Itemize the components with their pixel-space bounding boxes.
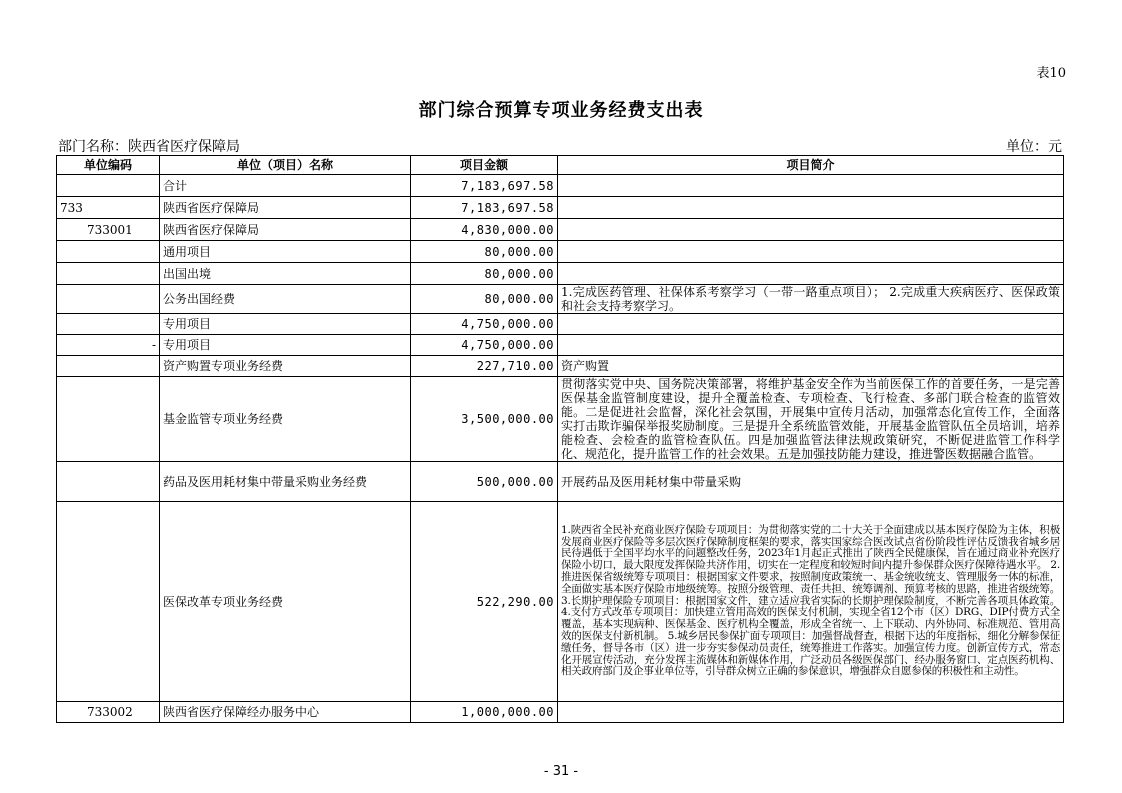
row-description: 1.完成医药管理、社保体系考察学习（一带一路重点项目）； 2.完成重大疾病医疗、医保政策和社会支持考察学习。 xyxy=(558,285,1064,314)
row-code xyxy=(57,263,160,285)
row-code: - xyxy=(57,335,160,356)
row-code xyxy=(57,175,160,197)
row-amount: 4,830,000.00 xyxy=(411,219,558,241)
row-amount: 3,500,000.00 xyxy=(411,377,558,462)
table-row xyxy=(57,285,1064,314)
table-row xyxy=(57,263,1064,285)
row-code: 733002 xyxy=(57,702,160,723)
row-code xyxy=(57,502,160,702)
row-description: 开展药品及医用耗材集中带量采购 xyxy=(558,462,1064,502)
row-amount: 500,000.00 xyxy=(411,462,558,502)
page-number: - 31 - xyxy=(543,764,579,779)
row-name: 药品及医用耗材集中带量采购业务经费 xyxy=(160,462,411,502)
unit-label: 单位：元 xyxy=(1006,139,1062,155)
row-description: 资产购置 xyxy=(558,356,1064,377)
row-description xyxy=(558,702,1064,723)
row-name: 通用项目 xyxy=(160,241,411,263)
row-description: 1.陕西省全民补充商业医疗保险专项项目：为贯彻落实党的二十大关于全面建成以基本医疗保险为主体，积极发展商业医疗保险等多层次医疗保障制度框架的要求，落实国家综合医改试点省份阶段性评估反馈我省城乡居民待遇低于全国平均水平的问题整改任务，2023年1月起正式推出了陕西全民健康保，旨在通过商业补充医疗保险小切口，最大限度发挥保险共济作用，切实在一定程度和较短时间内提升参保群众医疗保障待遇水平。 2.推进医保省级统筹专项项目：根据国家文件要求，按照制度政策统一、基金统收统支、管理服务一体的标准，全面做实基本医疗保险市地级统筹。按照分级管理、责任共担、统筹调剂、预算考核的思路，推进省级统筹。 3.长期护理保险专项项目：根据国家文件，建立适应我省实际的长期护理保险制度，不断完善各项具体政策。 4.支付方式改革专项项目：加快建立管用高效的医保支付机制，实现全省12个市（区）DRG、DIP付费方式全覆盖，基本实现病种、医保基金、医疗机构全覆盖，形成全省统一、上下联动、内外协同、标准规范、管用高效的医保支付新机制。 5.城乡居民参保扩面专项项目：加强督战督查，根据下达的年度指标，细化分解参保征缴任务，督导各市（区）进一步夯实参保动员责任，统筹推进工作落实。加强宣传力度。创新宣传方式，常态化开展宣传活动，充分发挥主流媒体和新媒体作用，广泛动员各级医保部门、经办服务窗口、定点医药机构、相关政府部门及企事业单位等，引导群众树立正确的参保意识，增强群众自愿参保的积极性和主动性。 xyxy=(558,502,1064,702)
column-header-amount: 项目金额 xyxy=(411,156,558,175)
row-amount: 80,000.00 xyxy=(411,241,558,263)
row-code xyxy=(57,314,160,335)
row-name: 专用项目 xyxy=(160,335,411,356)
table-row xyxy=(57,702,1064,723)
row-name: 陕西省医疗保障经办服务中心 xyxy=(160,702,411,723)
table-header-row xyxy=(57,156,1064,175)
row-name: 陕西省医疗保障局 xyxy=(160,197,411,219)
row-code xyxy=(57,356,160,377)
row-code xyxy=(57,462,160,502)
table-row xyxy=(57,377,1064,462)
row-description xyxy=(558,263,1064,285)
row-description xyxy=(558,219,1064,241)
row-amount: 522,290.00 xyxy=(411,502,558,702)
row-code: 733 xyxy=(57,197,160,219)
column-header-code: 单位编码 xyxy=(57,156,160,175)
row-code xyxy=(57,377,160,462)
table-row xyxy=(57,197,1064,219)
table-number: 表10 xyxy=(1036,66,1066,81)
row-name: 专用项目 xyxy=(160,314,411,335)
row-name: 出国出境 xyxy=(160,263,411,285)
row-name: 公务出国经费 xyxy=(160,285,411,314)
row-amount: 4,750,000.00 xyxy=(411,335,558,356)
column-header-description: 项目简介 xyxy=(558,156,1064,175)
row-amount: 80,000.00 xyxy=(411,285,558,314)
table-row xyxy=(57,462,1064,502)
row-description xyxy=(558,175,1064,197)
table-row xyxy=(57,175,1064,197)
row-code: 733001 xyxy=(57,219,160,241)
row-amount: 227,710.00 xyxy=(411,356,558,377)
budget-table xyxy=(56,155,1064,723)
row-description xyxy=(558,197,1064,219)
row-description xyxy=(558,335,1064,356)
row-name: 陕西省医疗保障局 xyxy=(160,219,411,241)
table-row xyxy=(57,502,1064,702)
row-amount: 80,000.00 xyxy=(411,263,558,285)
table-row xyxy=(57,241,1064,263)
row-name: 资产购置专项业务经费 xyxy=(160,356,411,377)
page-title: 部门综合预算专项业务经费支出表 xyxy=(418,100,704,121)
row-name: 基金监管专项业务经费 xyxy=(160,377,411,462)
column-header-name: 单位（项目）名称 xyxy=(160,156,411,175)
table-row xyxy=(57,335,1064,356)
row-amount: 7,183,697.58 xyxy=(411,175,558,197)
row-code xyxy=(57,285,160,314)
row-name: 合计 xyxy=(160,175,411,197)
row-description xyxy=(558,314,1064,335)
row-amount: 1,000,000.00 xyxy=(411,702,558,723)
table-row xyxy=(57,219,1064,241)
row-description xyxy=(558,241,1064,263)
table-row xyxy=(57,314,1064,335)
table-row xyxy=(57,356,1064,377)
row-code xyxy=(57,241,160,263)
row-name: 医保改革专项业务经费 xyxy=(160,502,411,702)
row-amount: 7,183,697.58 xyxy=(411,197,558,219)
row-description: 贯彻落实党中央、国务院决策部署，将维护基金安全作为当前医保工作的首要任务，一是完善医保基金监管制度建设，提升全覆盖检查、专项检查、飞行检查、多部门联合检查的监管效能。二是促进社会监督，深化社会氛围，开展集中宣传月活动，加强常态化宣传工作，全面落实打击欺诈骗保举报奖励制度。三是提升全系统监管效能，开展基金监管队伍全员培训，培养能检查、会检查的监管检查队伍。四是加强监管法律法规政策研究，不断促进监管工作科学化、规范化，提升监管工作的社会效果。五是加强技防能力建设，推进警医数据融合监管。 xyxy=(558,377,1064,462)
row-amount: 4,750,000.00 xyxy=(411,314,558,335)
department-label: 部门名称：陕西省医疗保障局 xyxy=(58,139,240,155)
